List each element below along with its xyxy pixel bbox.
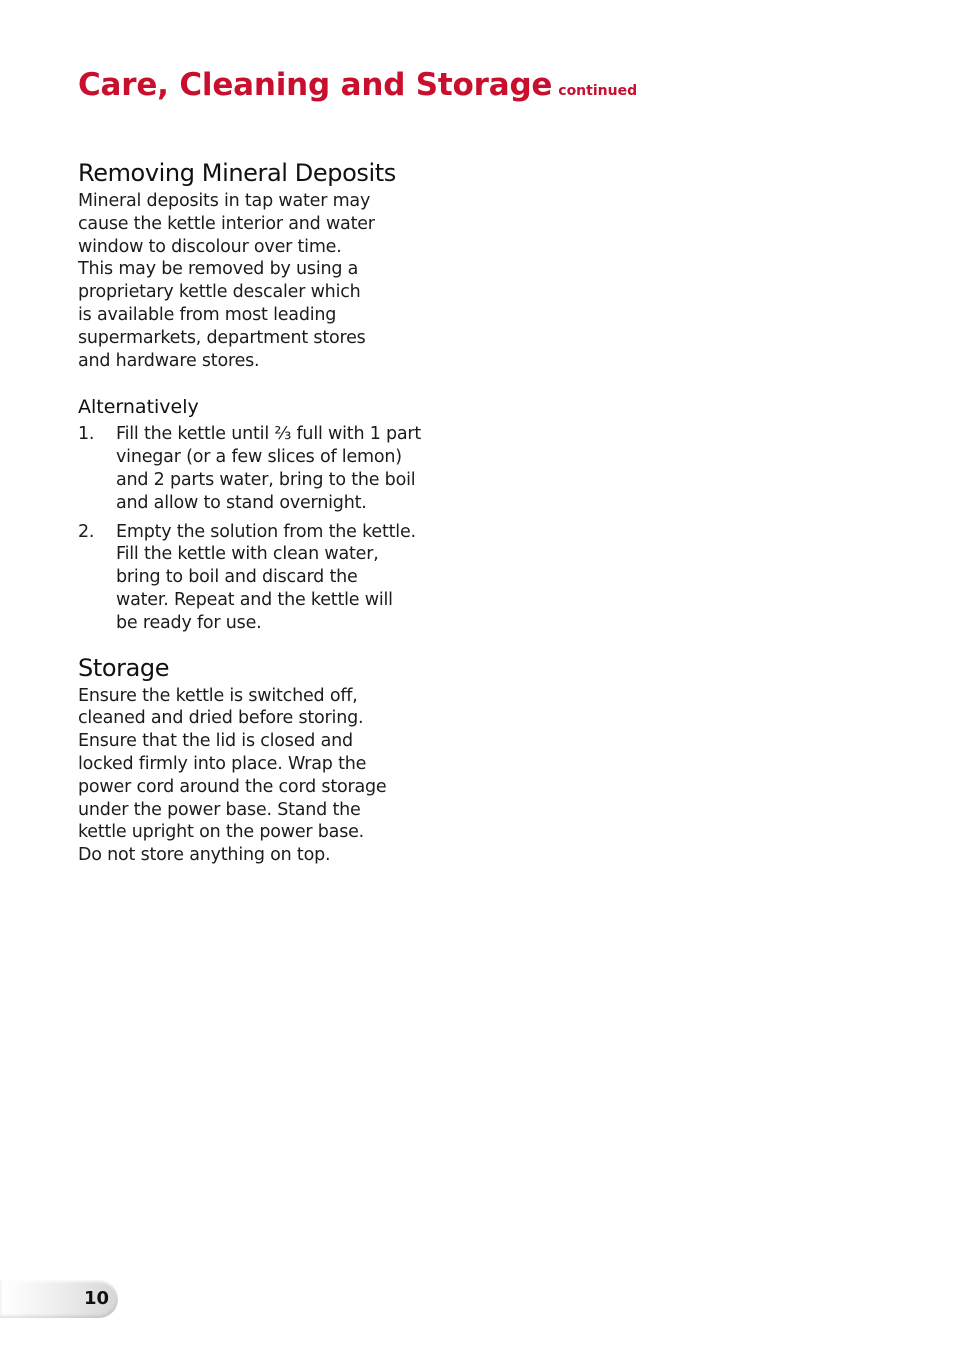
step-number: 2. bbox=[78, 521, 95, 542]
step-number: 1. bbox=[78, 424, 95, 445]
mineral-deposits-body: Mineral deposits in tap water may cause the kettle interior and water window to discolour over time. This may be removed by using a proprietary kettle descaler which is available from most leading supermarkets, department stores and hardware stores. bbox=[78, 191, 375, 371]
descale-steps-list bbox=[78, 423, 468, 634]
list-item bbox=[78, 521, 468, 635]
content-column bbox=[78, 156, 468, 867]
mineral-deposits-heading: Removing Mineral Deposits bbox=[78, 159, 396, 187]
step-text: Fill the kettle until ⅔ full with 1 part vinegar (or a few slices of lemon) and 2 parts water, bring to the boil and allow to stand overnight. bbox=[116, 424, 422, 513]
page-title bbox=[78, 68, 637, 101]
storage-body: Ensure the kettle is switched off, cleaned and dried before storing. Ensure that the lid is closed and locked firmly into place. Wrap the power cord around the cord storage under the power base. Stand the kettle upright on the power base. Do not store anything on top. bbox=[78, 685, 387, 866]
storage-heading: Storage bbox=[78, 653, 170, 682]
page-number: 10 bbox=[84, 1288, 110, 1309]
list-item bbox=[78, 423, 468, 514]
storage-section bbox=[78, 651, 468, 867]
step-text: Empty the solution from the kettle. Fill the kettle with clean water, bring to boil and discard the water. Repeat and the kettle will be ready for use. bbox=[116, 521, 416, 633]
alternatively-heading: Alternatively bbox=[78, 396, 199, 419]
continued-label: continued bbox=[558, 83, 638, 99]
mineral-deposits-section bbox=[78, 156, 468, 635]
page-title-text: Care, Cleaning and Storage bbox=[78, 67, 553, 103]
